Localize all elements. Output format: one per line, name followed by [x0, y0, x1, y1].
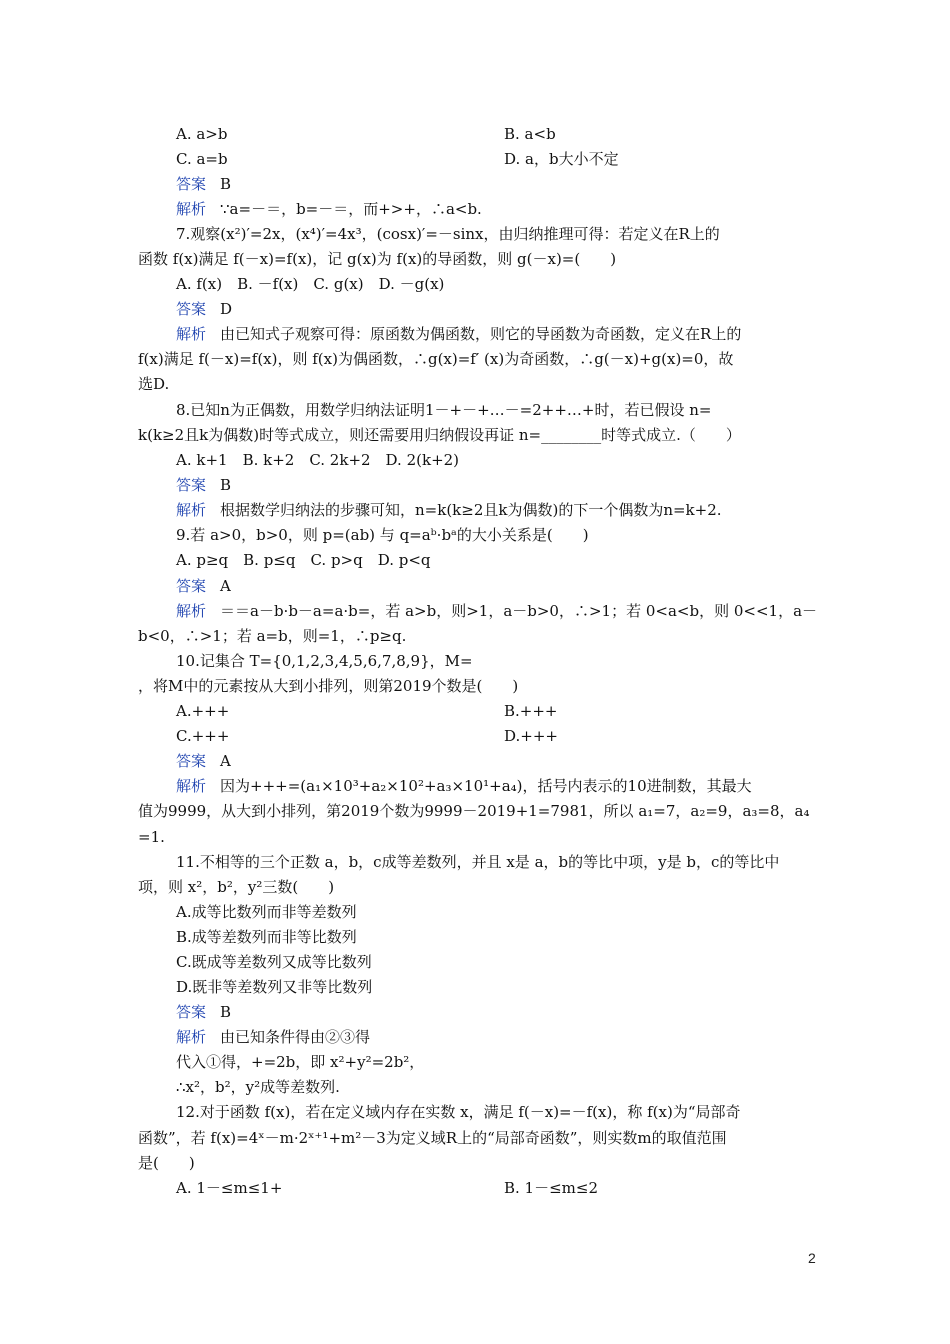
answer-label: 答案 — [176, 1003, 207, 1021]
q10-answer: A — [220, 752, 231, 770]
q10-analysis-line-3: =1. — [138, 828, 165, 846]
q12-option-b: B. 1－≤m≤2 — [504, 1179, 599, 1197]
q6-option-a: A. a>b — [176, 125, 228, 143]
analysis-label: 解析 — [176, 501, 207, 519]
q11-answer-line — [176, 1002, 231, 1024]
q10-analysis-line-1 — [176, 776, 752, 798]
q9-stem: 9.若 a>0，b>0，则 p=(ab) 与 q=aᵇ·bᵃ的大小关系是( ) — [176, 526, 589, 544]
q10-analysis-1: 因为+++=(a₁×10³+a₂×10²+a₃×10¹+a₄)，括号内表示的10进制数，其最大 — [220, 777, 752, 795]
q7-analysis-1: 由已知式子观察可得：原函数为偶函数，则它的导函数为奇函数，定义在R上的 — [220, 325, 742, 343]
analysis-label: 解析 — [176, 200, 207, 218]
q11-option-a: A.成等比数列而非等差数列 — [176, 903, 357, 921]
q8-stem-line-2: k(k≥2且k为偶数)时等式成立，则还需要用归纳假设再证 n=________时等式成立.（ ） — [138, 426, 741, 444]
q6-analysis-line — [176, 199, 482, 221]
q6-answer-line — [176, 174, 231, 196]
q8-answer: B — [220, 476, 232, 494]
q10-option-a: A.+++ — [176, 702, 230, 720]
q11-analysis-line-2: 代入①得，+=2b，即 x²+y²=2b²， — [176, 1053, 425, 1071]
q11-analysis-line-3: ∴x²，b²，y²成等差数列. — [176, 1078, 340, 1096]
q9-analysis-line-2: b<0，∴>1；若 a=b，则=1，∴p≥q. — [138, 627, 407, 645]
q7-stem-line-2: 函数 f(x)满足 f(－x)=f(x)，记 g(x)为 f(x)的导函数，则 g(－x)=( ) — [138, 250, 617, 268]
q9-answer: A — [220, 577, 231, 595]
q10-option-b: B.+++ — [504, 702, 558, 720]
q7-analysis-line-1 — [176, 324, 741, 346]
q10-option-d: D.+++ — [504, 727, 558, 745]
q10-stem-line-1: 10.记集合 T={0,1,2,3,4,5,6,7,8,9}，M= — [176, 652, 473, 670]
q12-option-a: A. 1－≤m≤1+ — [176, 1179, 283, 1197]
q11-analysis-line-1 — [176, 1027, 370, 1049]
q6-analysis: ∵a=－＝，b=－＝，而+>+，∴a<b. — [220, 200, 482, 218]
analysis-label: 解析 — [176, 602, 207, 620]
q10-stem-line-2: ，将M中的元素按从大到小排列，则第2019个数是( ) — [138, 677, 519, 695]
q10-option-c: C.+++ — [176, 727, 230, 745]
answer-label: 答案 — [176, 476, 207, 494]
q10-analysis-line-2: 值为9999，从大到小排列，第2019个数为9999－2019+1=7981，所以 a₁=7，a₂=9，a₃=8，a₄ — [138, 802, 810, 820]
q9-analysis-line-1 — [176, 601, 817, 623]
q11-answer: B — [220, 1003, 232, 1021]
q7-answer: D — [220, 300, 233, 318]
q8-options: A. k+1 B. k+2 C. 2k+2 D. 2(k+2) — [176, 451, 460, 469]
q11-option-c: C.既成等差数列又成等比数列 — [176, 953, 372, 971]
q11-stem-line-1: 11.不相等的三个正数 a，b，c成等差数列，并且 x是 a，b的等比中项，y是 b，c的等比中 — [176, 853, 780, 871]
q9-answer-line — [176, 576, 231, 598]
q11-analysis-1: 由已知条件得由②③得 — [220, 1028, 371, 1046]
q12-stem-line-3: 是( ) — [138, 1154, 195, 1172]
analysis-label: 解析 — [176, 1028, 207, 1046]
q8-answer-line — [176, 475, 231, 497]
answer-label: 答案 — [176, 300, 207, 318]
q7-analysis-line-2: f(x)满足 f(－x)=f(x)，则 f(x)为偶函数，∴g(x)=f′ (x)为奇函数，∴g(－x)+g(x)=0，故 — [138, 350, 734, 368]
analysis-label: 解析 — [176, 325, 207, 343]
q6-answer: B — [220, 175, 232, 193]
q7-options: A. f(x) B. －f(x) C. g(x) D. －g(x) — [176, 275, 445, 293]
q8-analysis-line — [176, 500, 722, 522]
q6-option-b: B. a<b — [504, 125, 556, 143]
q11-stem-line-2: 项，则 x²，b²，y²三数( ) — [138, 878, 335, 896]
q7-stem-line-1: 7.观察(x²)′=2x，(x⁴)′=4x³，(cosx)′=－sinx，由归纳推理可得：若定义在R上的 — [176, 225, 720, 243]
answer-label: 答案 — [176, 175, 207, 193]
q9-options: A. p≥q B. p≤q C. p>q D. p<q — [176, 551, 431, 569]
q7-answer-line — [176, 299, 232, 321]
q6-option-c: C. a=b — [176, 150, 228, 168]
q12-stem-line-2: 函数”，若 f(x)=4ˣ－m·2ˣ⁺¹+m²－3为定义域R上的“局部奇函数”，则实数m的取值范围 — [138, 1129, 727, 1147]
q7-analysis-line-3: 选D. — [138, 375, 170, 393]
answer-label: 答案 — [176, 577, 207, 595]
page-number: 2 — [808, 1250, 816, 1266]
q8-analysis-1: 根据数学归纳法的步骤可知，n=k(k≥2且k为偶数)的下一个偶数为n=k+2. — [220, 501, 722, 519]
q12-stem-line-1: 12.对于函数 f(x)，若在定义域内存在实数 x，满足 f(－x)=－f(x)，称 f(x)为“局部奇 — [176, 1103, 741, 1121]
q11-option-d: D.既非等差数列又非等比数列 — [176, 978, 373, 996]
answer-label: 答案 — [176, 752, 207, 770]
q8-stem-line-1: 8.已知n为正偶数，用数学归纳法证明1－+－+…－=2++…+时，若已假设 n= — [176, 401, 712, 419]
q10-answer-line — [176, 751, 231, 773]
q6-option-d: D. a，b大小不定 — [504, 150, 619, 168]
q11-option-b: B.成等差数列而非等比数列 — [176, 928, 357, 946]
analysis-label: 解析 — [176, 777, 207, 795]
q9-analysis-1: ＝＝a－b·b－a=a·b=，若 a>b，则>1，a－b>0，∴>1；若 0<a<b，则 0<<1，a－ — [220, 602, 818, 620]
